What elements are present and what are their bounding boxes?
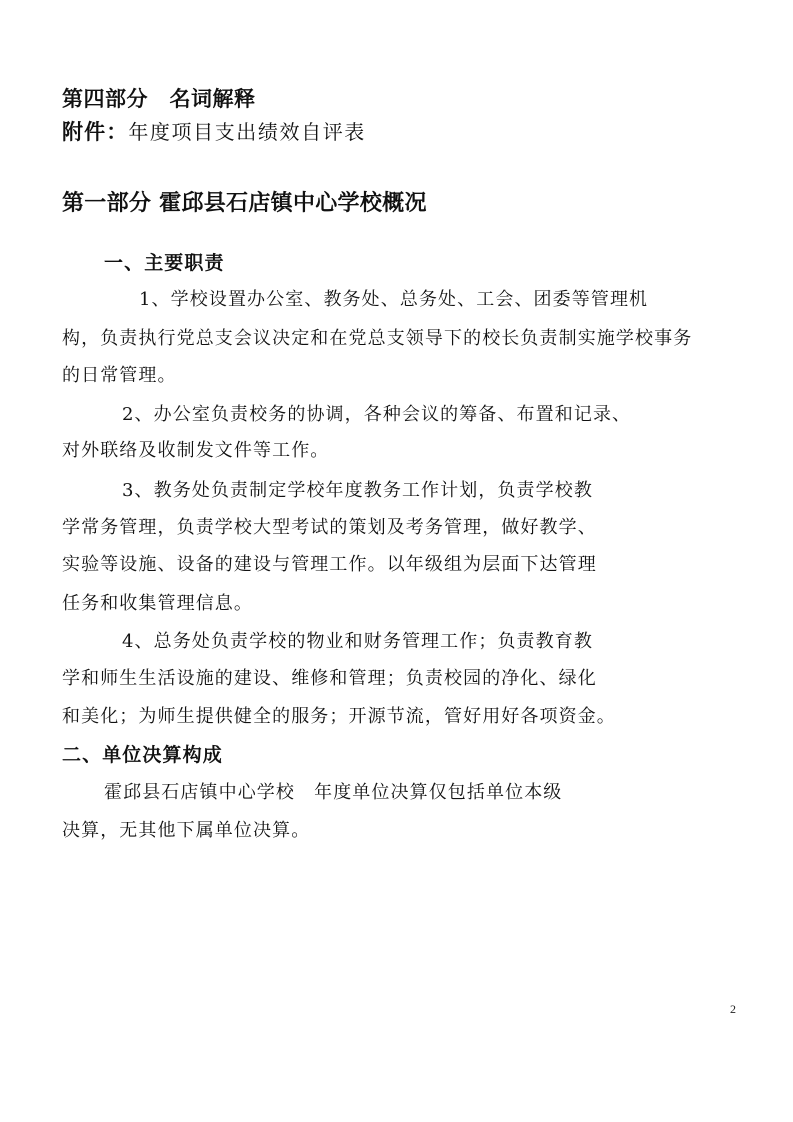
item4-line2: 学和师生生活设施的建设、维修和管理；负责校园的净化、绿化 — [62, 668, 597, 689]
section2-heading: 二、单位决算构成 — [62, 744, 223, 766]
item1-line1: 1、学校设置办公室、教务处、总务处、工会、团委等管理机 — [139, 289, 649, 310]
part1-title: 第一部分 霍邱县石店镇中心学校概况 — [62, 191, 427, 216]
section2-line1: 霍邱县石店镇中心学校 年度单位决算仅包括单位本级 — [104, 782, 563, 803]
item2-line1: 2、办公室负责校务的协调，各种会议的筹备、布置和记录、 — [122, 404, 632, 425]
item3-line3: 实验等设施、设备的建设与管理工作。以年级组为层面下达管理 — [62, 554, 597, 575]
attachment-label: 附件： — [62, 120, 129, 144]
attachment-text: 年度项目支出绩效自评表 — [128, 120, 366, 144]
item3-line2: 学常务管理，负责学校大型考试的策划及考务管理，做好教学、 — [62, 517, 597, 538]
item1-line3: 的日常管理。 — [62, 365, 177, 386]
item4-line3: 和美化；为师生提供健全的服务；开源节流，管好用好各项资金。 — [62, 706, 616, 727]
section1-heading: 一、主要职责 — [104, 252, 225, 274]
toc-part4: 第四部分 名词解释 — [62, 87, 256, 111]
item3-line4: 任务和收集管理信息。 — [62, 593, 253, 614]
toc-attachment — [62, 120, 366, 146]
page-number: 2 — [730, 1002, 736, 1016]
item1-line2: 构，负责执行党总支会议决定和在党总支领导下的校长负责制实施学校事务 — [62, 328, 693, 349]
item3-line1: 3、教务处负责制定学校年度教务工作计划，负责学校教 — [122, 480, 593, 501]
item2-line2: 对外联络及收制发文件等工作。 — [62, 440, 330, 461]
section2-line2: 决算，无其他下属单位决算。 — [62, 820, 311, 841]
item4-line1: 4、总务处负责学校的物业和财务管理工作；负责教育教 — [122, 631, 593, 652]
